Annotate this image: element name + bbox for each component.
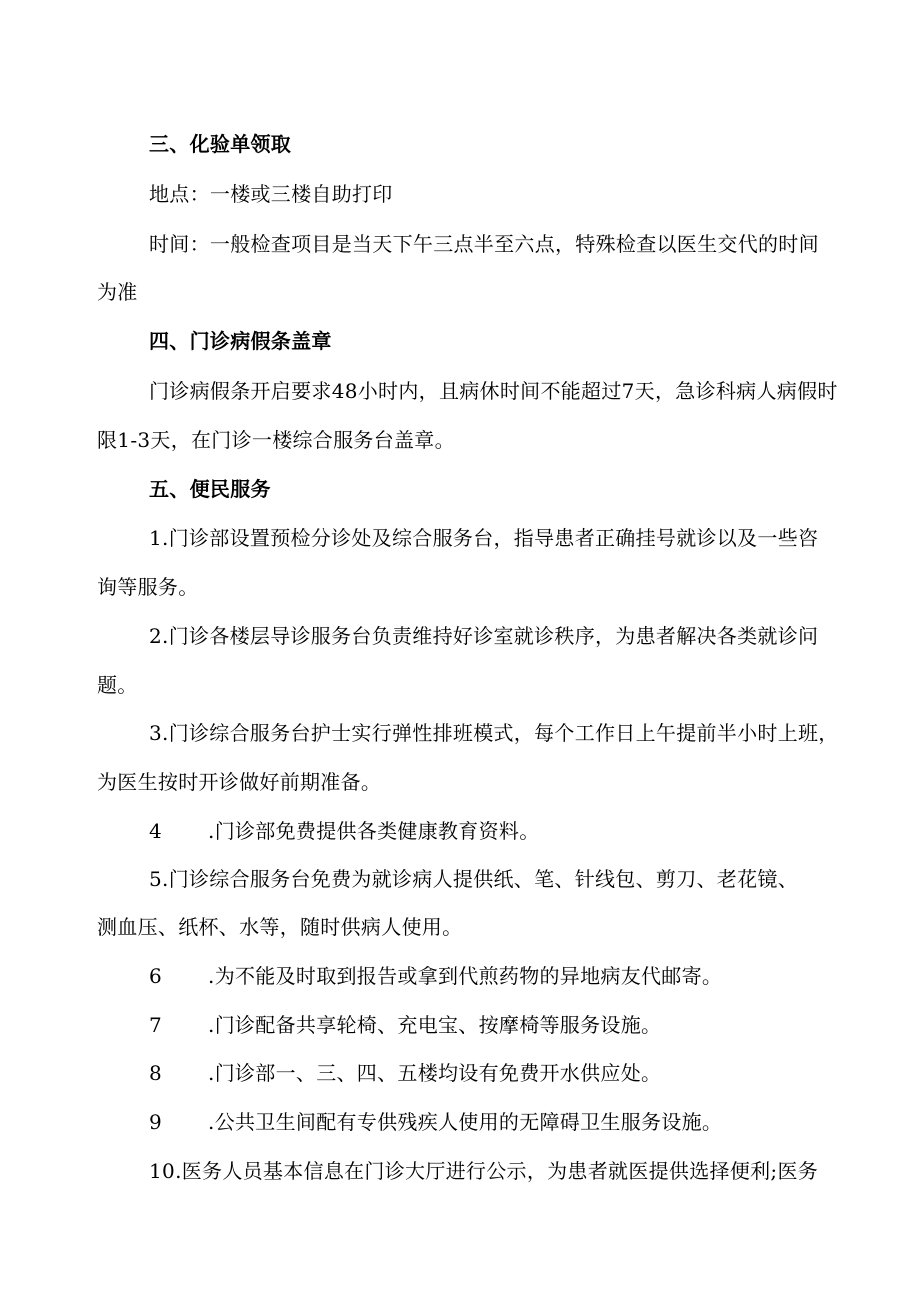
sick-leave-body-line2: 限1-3天，在门诊一楼综合服务台盖章。 <box>97 428 455 452</box>
item-number: 3 <box>149 721 163 745</box>
sick-leave-body-line1: 门诊病假条开启要求48小时内，且病休时间不能超过7天，急诊科病人病假时 <box>149 379 838 403</box>
item-number: 8 <box>149 1061 163 1085</box>
item-text: .门诊各楼层导诊服务台负责维持好诊室就诊秩序，为患者解决各类就诊问 <box>162 624 819 648</box>
service-item-4 <box>149 818 540 844</box>
section-heading-lab-report: 三、化验单领取 <box>149 132 292 156</box>
item-text: .门诊部免费提供各类健康教育资料。 <box>208 819 540 843</box>
service-item-10 <box>149 1158 818 1184</box>
item-number: 2 <box>149 624 163 648</box>
service-item-3-cont: 为医生按时开诊做好前期准备。 <box>97 770 382 794</box>
service-item-2 <box>149 623 818 649</box>
service-item-2-cont: 题。 <box>97 673 138 697</box>
item-number: 1 <box>149 526 163 550</box>
item-number: 5 <box>149 867 163 891</box>
service-item-9 <box>149 1109 722 1135</box>
item-number: 9 <box>149 1110 163 1134</box>
item-text: .门诊部设置预检分诊处及综合服务台，指导患者正确挂号就诊以及一些咨 <box>162 526 819 550</box>
item-text: .为不能及时取到报告或拿到代煎药物的异地病友代邮寄。 <box>208 964 723 988</box>
item-text: .门诊配备共享轮椅、充电宝、按摩椅等服务设施。 <box>208 1013 662 1037</box>
service-item-1 <box>149 525 818 551</box>
section-heading-convenience-services: 五、便民服务 <box>149 477 271 501</box>
item-text: .门诊综合服务台护士实行弹性排班模式，每个工作日上午提前半小时上班， <box>162 721 839 745</box>
item-text: .门诊部一、三、四、五楼均设有免费开水供应处。 <box>208 1061 662 1085</box>
item-number: 7 <box>149 1013 163 1037</box>
lab-report-time-line1: 时间：一般检查项目是当天下午三点半至六点，特殊检查以医生交代的时间 <box>149 232 819 256</box>
item-number: 4 <box>149 819 163 843</box>
lab-report-time-line2: 为准 <box>97 280 138 304</box>
item-number: 10 <box>149 1159 176 1183</box>
service-item-8 <box>149 1060 661 1086</box>
service-item-6 <box>149 963 722 989</box>
lab-report-location: 地点：一楼或三楼自助打印 <box>149 182 393 206</box>
service-item-7 <box>149 1012 661 1038</box>
item-number: 6 <box>149 964 163 988</box>
section-heading-sick-leave: 四、门诊病假条盖章 <box>149 329 332 353</box>
item-text: .公共卫生间配有专供残疾人使用的无障碍卫生服务设施。 <box>208 1110 723 1134</box>
service-item-3 <box>149 720 839 746</box>
item-text: .门诊综合服务台免费为就诊病人提供纸、笔、针线包、剪刀、老花镜、 <box>162 867 798 891</box>
service-item-5 <box>149 866 798 892</box>
service-item-1-cont: 询等服务。 <box>97 575 199 599</box>
item-text: .医务人员基本信息在门诊大厅进行公示，为患者就医提供选择便利;医务 <box>175 1159 819 1183</box>
service-item-5-cont: 测血压、纸杯、水等，随时供病人使用。 <box>97 915 463 939</box>
